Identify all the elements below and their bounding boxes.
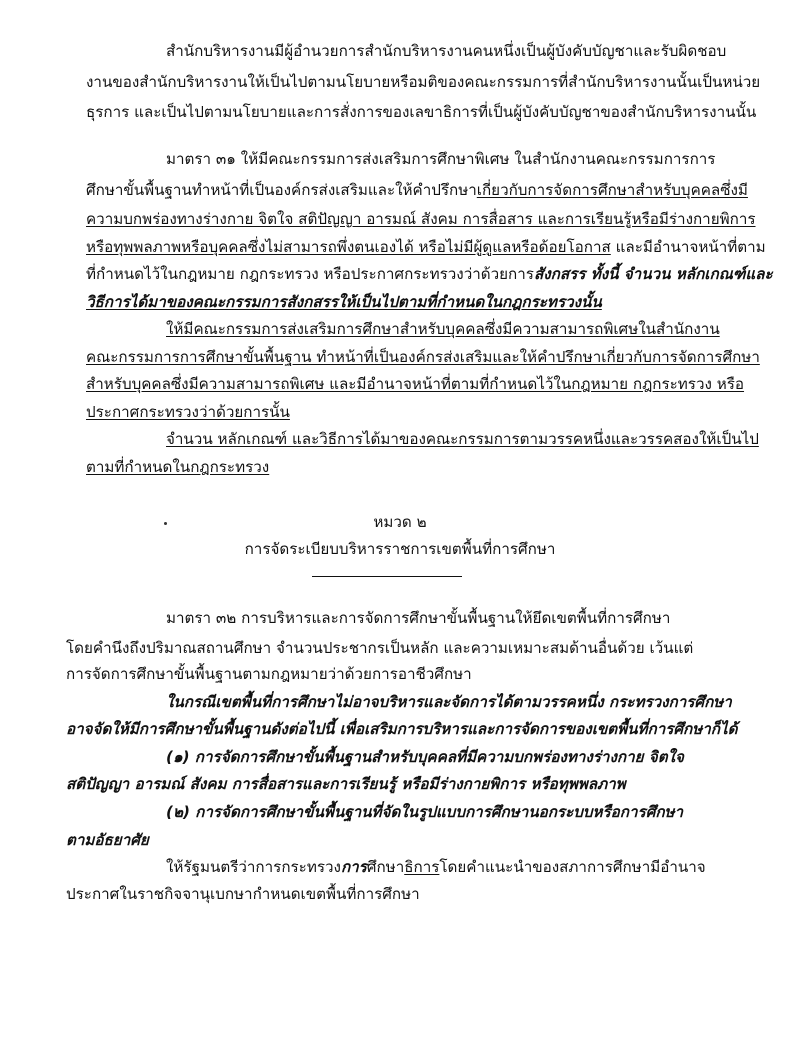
section31-line-4-part-b: และมีอำนาจหน้าที่ตาม — [610, 238, 766, 256]
section31-line-2-part-a: ศึกษาขั้นพื้นฐานทำหน้าที่เป็นองค์กรส่งเสริมและให้คำปรึกษา — [86, 181, 477, 199]
chapter-title: การจัดระเบียบบริหารราชการเขตพื้นที่การศึกษา — [244, 540, 556, 558]
section32-line-5: อาจจัดให้มีการศึกษาขั้นพื้นฐานดังต่อไปนี้ เพื่อเสริมการบริหารและการจัดการของเขตพื้นที่การศึกษาก็ได้ — [66, 720, 738, 738]
section32-line-8: (๒) การจัดการศึกษาขั้นพื้นฐานที่จัดในรูปแบบการศึกษานอกระบบหรือการศึกษา — [166, 803, 684, 821]
section32-line-10 — [166, 857, 706, 877]
section31-line-7: ให้มีคณะกรรมการส่งเสริมการศึกษาสำหรับบุคคลซึ่งมีความสามารถพิเศษในสำนักงาน — [166, 320, 720, 338]
section31-line-10: ประกาศกระทรวงว่าด้วยการนั้น — [86, 403, 290, 421]
section32-line-11: ประกาศในราชกิจจานุเบกษากำหนดเขตพื้นที่การศึกษา — [66, 885, 420, 903]
section32-line-9: ตามอัธยาศัย — [66, 831, 149, 849]
section31-line-3: ความบกพร่องทางร่างกาย จิตใจ สติปัญญา อารมณ์ สังคม การสื่อสาร และการเรียนรู้หรือมีร่างกายพิการ — [86, 210, 756, 228]
section31-line-11: จำนวน หลักเกณฑ์ และวิธีการได้มาของคณะกรรมการตามวรรคหนึ่งและวรรคสองให้เป็นไป — [166, 430, 759, 448]
section32-line-10-underlined: ธิการ — [404, 858, 440, 876]
section31-line-9: สำหรับบุคคลซึ่งมีความสามารถพิเศษ และมีอำนาจหน้าที่ตามที่กำหนดไว้ในกฎหมาย กฎกระทรวง หรือ — [86, 375, 745, 393]
section31-line-4 — [86, 237, 766, 257]
para1-line-1: สำนักบริหารงานมีผู้อำนวยการสำนักบริหารงานคนหนึ่งเป็นผู้บังคับบัญชาและรับผิดชอบ — [166, 42, 727, 60]
para1-line-2: งานของสำนักบริหารงานให้เป็นไปตามนโยบายหรือมติของคณะกรรมการที่สำนักบริหารงานนั้นเป็นหน่วย — [86, 73, 761, 91]
section32-line-10-part-a: ให้รัฐมนตรีว่าการกระทรวง — [166, 858, 341, 876]
section31-line-2-underlined: เกี่ยวกับการจัดการศึกษาสำหรับบุคคลซึ่งมี — [476, 181, 748, 199]
section31-line-5 — [86, 264, 773, 284]
chapter-number: หมวด ๒ — [373, 513, 427, 531]
section31-line-4-underlined: หรือทุพพลภาพหรือบุคคลซึ่งไม่สามารถพึ่งตนเองได้ หรือไม่มีผู้ดูแลหรือด้อยโอกาส — [86, 238, 611, 256]
chapter-divider — [312, 576, 462, 577]
section31-line-5-part-a: ที่กำหนดไว้ในกฎหมาย กฎกระทรวง หรือประกาศกระทรวงว่าด้วยการ — [86, 265, 534, 283]
section31-line-6: วิธีการได้มาของคณะกรรมการสังกสรรให้เป็นไปตามที่กำหนดในกฎกระทรวงนั้น — [86, 293, 602, 311]
section31-line-1: มาตรา ๓๑ ให้มีคณะกรรมการส่งเสริมการศึกษาพิเศษ ในสำนักงานคณะกรรมการการ — [166, 150, 716, 168]
section32-line-6: (๑) การจัดการศึกษาขั้นพื้นฐานสำหรับบุคคลที่มีความบกพร่องทางร่างกาย จิตใจ — [166, 748, 684, 766]
section31-line-2 — [86, 180, 748, 200]
section32-line-3: การจัดการศึกษาขั้นพื้นฐานตามกฎหมายว่าด้วยการอาชีวศึกษา — [66, 665, 472, 683]
section31-line-5-italic: สังกสรร ทั้งนี้ จำนวน หลักเกณฑ์และ — [533, 265, 773, 283]
section32-line-7: สติปัญญา อารมณ์ สังคม การสื่อสารและการเรียนรู้ หรือมีร่างกายพิการ หรือทุพพลภาพ — [66, 775, 626, 793]
section32-line-10-part-e: โดยคำแนะนำของสภาการศึกษามีอำนาจ — [439, 858, 706, 876]
section32-line-4: ในกรณีเขตพื้นที่การศึกษาไม่อาจบริหารและจัดการได้ตามวรรคหนึ่ง กระทรวงการศึกษา — [166, 693, 732, 711]
section31-line-12: ตามที่กำหนดในกฎกระทรวง — [86, 458, 270, 476]
section31-line-8: คณะกรรมการการศึกษาขั้นพื้นฐาน ทำหน้าที่เป็นองค์กรส่งเสริมและให้คำปรึกษาเกี่ยวกับการจัดการศึกษา — [86, 348, 760, 366]
section32-line-1: มาตรา ๓๒ การบริหารและการจัดการศึกษาขั้นพื้นฐานให้ยึดเขตพื้นที่การศึกษา — [166, 609, 671, 627]
para1-line-3: ธุรการ และเป็นไปตามนโยบายและการสั่งการของเลขาธิการที่เป็นผู้บังคับบัญชาของสำนักบริหารงานนั้น — [86, 103, 757, 121]
section32-line-2: โดยคำนึงถึงปริมาณสถานศึกษา จำนวนประชากรเป็นหลัก และความเหมาะสมด้านอื่นด้วย เว้นแต่ — [66, 639, 694, 657]
section32-line-10-part-c: ศึกษา — [366, 858, 405, 876]
section32-line-10-italic: การ — [340, 858, 367, 876]
